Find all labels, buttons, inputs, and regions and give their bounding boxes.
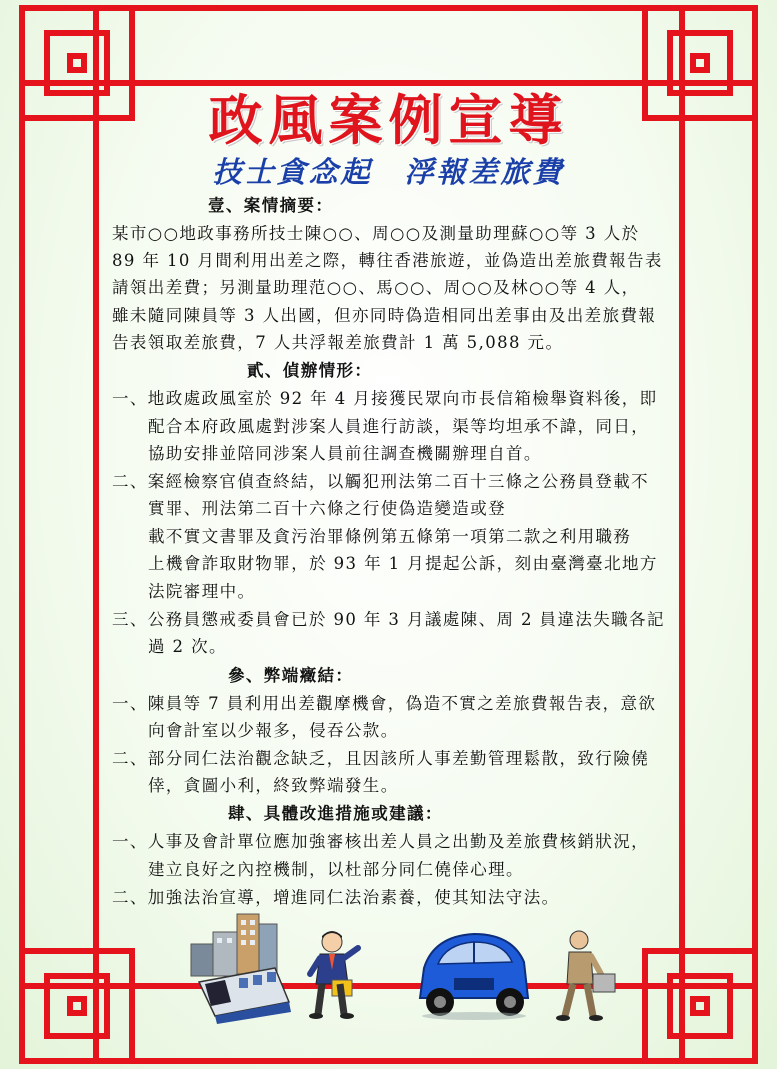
text-line: 倖，貪圖小利，終致弊端發生。	[148, 776, 399, 795]
page-title: 政風案例宣導	[208, 88, 569, 152]
text-line: 89 年 10 月間利用出差之際，轉往香港旅遊，並偽造出差旅費報告表	[112, 251, 663, 270]
section-heading-2: 貳、偵辦情形：	[247, 361, 373, 380]
text-line: 某市○○地政事務所技士陳○○、周○○及測量助理蘇○○等 3 人於	[112, 224, 640, 243]
text-line: 過 2 次。	[148, 637, 227, 656]
text-line: 請領出差費；另測量助理范○○、馬○○、周○○及林○○等 4 人，	[112, 278, 640, 297]
text-line: 一、人事及會計單位應加強審核出差人員之出勤及差旅費核銷狀況，	[112, 832, 649, 851]
text-line: 二、案經檢察官偵查終結，以觸犯刑法第二百十三條之公務員登載不	[112, 472, 649, 491]
businessman-illustration	[302, 928, 362, 1020]
section-heading-3: 參、弊端癥結：	[228, 666, 354, 685]
section-heading-1: 壹、案情摘要：	[208, 196, 334, 215]
text-line: 上機會詐取財物罪，於 93 年 1 月提起公訴，刻由臺灣臺北地方	[148, 554, 658, 573]
text-line: 配合本府政風處對涉案人員進行訪談，渠等均坦承不諱，同日，	[148, 417, 650, 436]
text-line: 載不實文書罪及貪污治罪條例第五條第一項第二款之利用職務	[148, 527, 632, 546]
text-line: 建立良好之內控機制，以杜部分同仁僥倖心理。	[148, 860, 524, 879]
section-heading-4: 肆、具體改進措施或建議：	[228, 804, 443, 823]
text-line: 向會計室以少報多，侵吞公款。	[148, 721, 399, 740]
text-line: 三、公務員懲戒委員會已於 90 年 3 月議處陳、周 2 員違法失職各記	[112, 610, 665, 629]
blue-car-illustration	[414, 928, 532, 1020]
text-line: 告表領取差旅費，7 人共浮報差旅費計 1 萬 5,088 元。	[112, 333, 564, 352]
text-line: 實罪、刑法第二百十六條之行使偽造變造或登	[148, 499, 506, 518]
text-line: 協助安排並陪同涉案人員前往調查機關辦理自首。	[148, 444, 542, 463]
page-subtitle: 技士貪念起 浮報差旅費	[212, 155, 565, 189]
text-line: 二、部分同仁法治觀念缺乏，且因該所人事差勤管理鬆散，致行險僥	[112, 749, 649, 768]
text-line: 一、地政處政風室於 92 年 4 月接獲民眾向市長信箱檢舉資料後，即	[112, 389, 658, 408]
traveler-illustration	[553, 928, 619, 1024]
text-line: 雖未隨同陳員等 3 人出國，但亦同時偽造相同出差事由及出差旅費報	[112, 306, 657, 325]
text-line: 一、陳員等 7 員利用出差觀摩機會，偽造不實之差旅費報告表，意欲	[112, 694, 657, 713]
text-line: 二、加強法治宣導，增進同仁法治素養，使其知法守法。	[112, 888, 560, 907]
text-line: 法院審理中。	[148, 582, 256, 601]
train-city-illustration	[185, 912, 297, 1024]
